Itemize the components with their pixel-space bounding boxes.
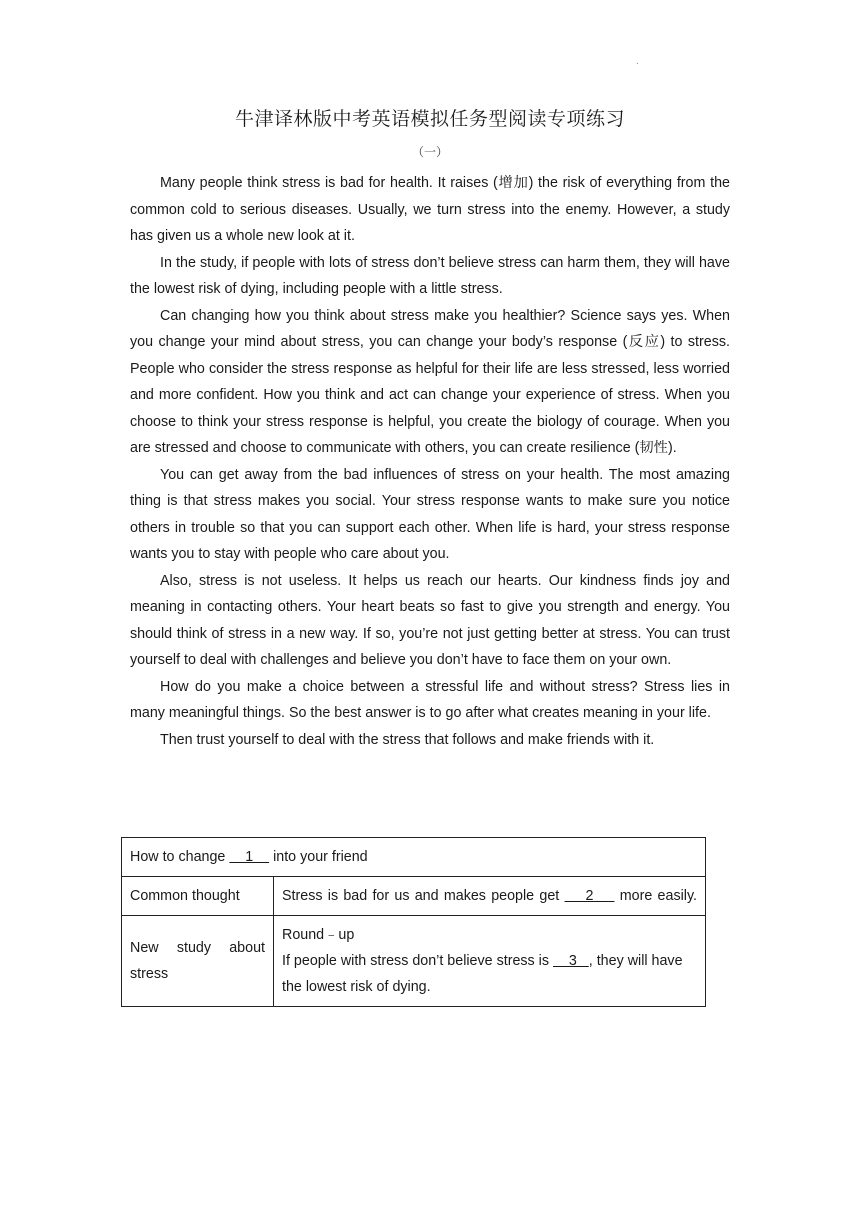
reading-passage xyxy=(130,170,730,753)
paragraph-2: In the study, if people with lots of stress don’t believe stress can harm them, they will have the lowest risk of dying, including people with a little stress. xyxy=(130,254,730,297)
row-label-new-study: New study about stress xyxy=(122,916,274,1007)
table-header-row xyxy=(122,838,706,877)
table-row xyxy=(122,916,706,1007)
task-table xyxy=(121,837,706,1007)
page-title: 牛津译林版中考英语模拟任务型阅读专项练习 xyxy=(234,108,625,130)
blank-2[interactable]: 2 xyxy=(564,888,615,904)
row-content-common-thought: Stress is bad for us and makes people get 2 more easily. xyxy=(274,877,706,916)
table-header-cell: How to change 1 into your friend xyxy=(122,838,706,877)
paragraph-4: You can get away from the bad influences of stress on your health. The most amazing thing is that stress makes you social. Your stress response wants to make sure you notice others in trouble so that you can support each other. When life is hard, your stress response wants you to stay with people who care about you. xyxy=(130,466,730,562)
paragraph-3: Can changing how you think about stress make you healthier? Science says yes. When you change your mind about stress, you can change your body’s response (反应) to stress. People who consider the stress response as helpful for their life are less stressed, less worried and more confident. How you think and act can change your experience of stress. When you choose to think your stress response is helpful, you create the biology of courage. When you are stressed and choose to communicate with others, you can create resilience (韧性). xyxy=(130,307,730,456)
header-mark: . xyxy=(636,56,639,67)
table-row xyxy=(122,877,706,916)
paragraph-5: Also, stress is not useless. It helps us reach our hearts. Our kindness finds joy and meaning in contacting others. Your heart beats so fast to give you strength and energy. You should think of stress in a new way. If so, you’re not just getting better at stress. You can trust yourself to deal with challenges and believe you don’t have to face them on your own. xyxy=(130,572,730,668)
row-label-common-thought: Common thought xyxy=(122,877,274,916)
blank-3[interactable]: 3 xyxy=(552,953,589,969)
round-up-label: Round﹣up xyxy=(282,927,355,943)
section-number: （一） xyxy=(411,145,448,159)
blank-1[interactable]: 1 xyxy=(229,849,270,865)
paragraph-1: Many people think stress is bad for health. It raises (增加) the risk of everything from the common cold to serious diseases. Usually, we turn stress into the enemy. However, a study has given us a whole new look at it. xyxy=(130,175,730,244)
paragraph-6: How do you make a choice between a stressful life and without stress? Stress lies in many meaningful things. So the best answer is to go after what creates meaning in your life. xyxy=(130,678,730,721)
paragraph-7: Then trust yourself to deal with the stress that follows and make friends with it. xyxy=(160,731,655,748)
row-content-new-study: Round﹣up If people with stress don’t believe stress is 3 , they will have the lowest risk of dying. xyxy=(274,916,706,1007)
